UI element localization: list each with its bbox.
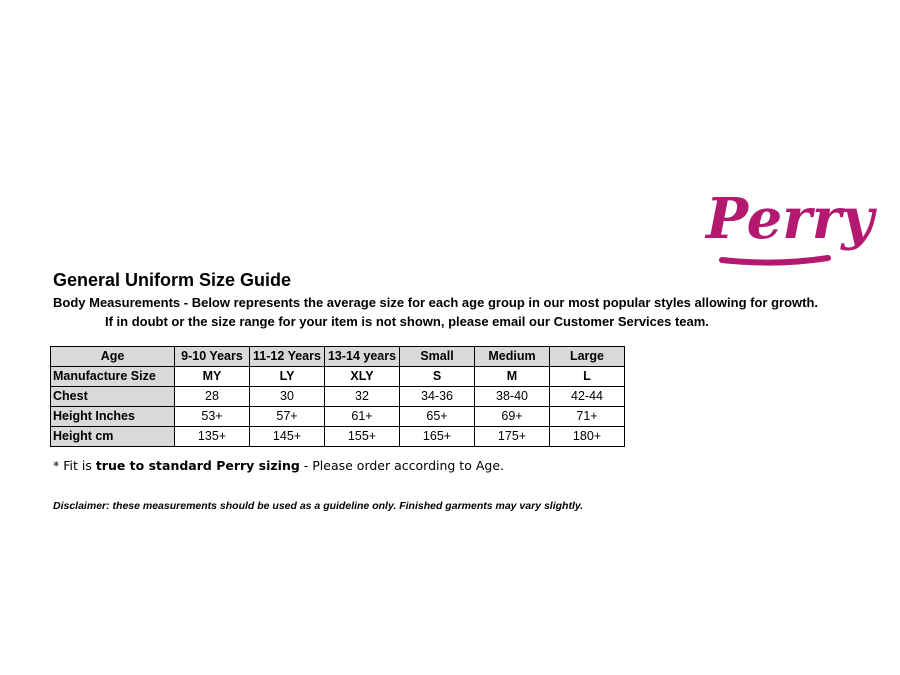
table-cell: 38-40 bbox=[475, 387, 550, 407]
fit-note bbox=[53, 458, 504, 473]
header-cell: Large bbox=[550, 347, 625, 367]
header-cell: 11-12 Years bbox=[250, 347, 325, 367]
table-row bbox=[51, 387, 625, 407]
table-cell: 61+ bbox=[325, 407, 400, 427]
table-cell: 165+ bbox=[400, 427, 475, 447]
table-cell: 175+ bbox=[475, 427, 550, 447]
table-cell: 69+ bbox=[475, 407, 550, 427]
description-line-2: If in doubt or the size range for your item is not shown, please email our Customer Services team. bbox=[105, 314, 709, 329]
table-cell: 28 bbox=[175, 387, 250, 407]
header-cell: Medium bbox=[475, 347, 550, 367]
table-cell: 53+ bbox=[175, 407, 250, 427]
table-cell: 71+ bbox=[550, 407, 625, 427]
table-cell: MY bbox=[175, 367, 250, 387]
size-guide-table bbox=[50, 346, 625, 447]
table-cell: 42-44 bbox=[550, 387, 625, 407]
table-cell: M bbox=[475, 367, 550, 387]
table-row bbox=[51, 367, 625, 387]
table-cell: L bbox=[550, 367, 625, 387]
table-cell: 65+ bbox=[400, 407, 475, 427]
fit-note-emphasis: true to standard Perry sizing bbox=[95, 458, 300, 473]
fit-note-suffix: - Please order according to Age. bbox=[299, 458, 504, 473]
row-label: Manufacture Size bbox=[51, 367, 175, 387]
row-label: Chest bbox=[51, 387, 175, 407]
table-cell: 155+ bbox=[325, 427, 400, 447]
description-line-1: Body Measurements - Below represents the average size for each age group in our most popular styles allowing for growth. bbox=[53, 295, 819, 310]
logo-wordmark: Perry bbox=[706, 186, 874, 252]
header-cell: Small bbox=[400, 347, 475, 367]
table-cell: S bbox=[400, 367, 475, 387]
header-cell: 13-14 years bbox=[325, 347, 400, 367]
table-cell: LY bbox=[250, 367, 325, 387]
perry-logo bbox=[702, 176, 874, 268]
disclaimer: Disclaimer: these measurements should be used as a guideline only. Finished garments may vary slightly. bbox=[53, 500, 584, 512]
row-label: Height Inches bbox=[51, 407, 175, 427]
page-title: General Uniform Size Guide bbox=[53, 270, 292, 290]
table-cell: 180+ bbox=[550, 427, 625, 447]
table-row bbox=[51, 427, 625, 447]
header-cell: Age bbox=[51, 347, 175, 367]
header-cell: 9-10 Years bbox=[175, 347, 250, 367]
table-row bbox=[51, 407, 625, 427]
table-cell: XLY bbox=[325, 367, 400, 387]
table-cell: 57+ bbox=[250, 407, 325, 427]
table-cell: 34-36 bbox=[400, 387, 475, 407]
table-cell: 30 bbox=[250, 387, 325, 407]
table-header-row bbox=[51, 347, 625, 367]
table-cell: 145+ bbox=[250, 427, 325, 447]
table-cell: 32 bbox=[325, 387, 400, 407]
table-cell: 135+ bbox=[175, 427, 250, 447]
fit-note-prefix: * Fit is bbox=[53, 458, 96, 473]
row-label: Height cm bbox=[51, 427, 175, 447]
